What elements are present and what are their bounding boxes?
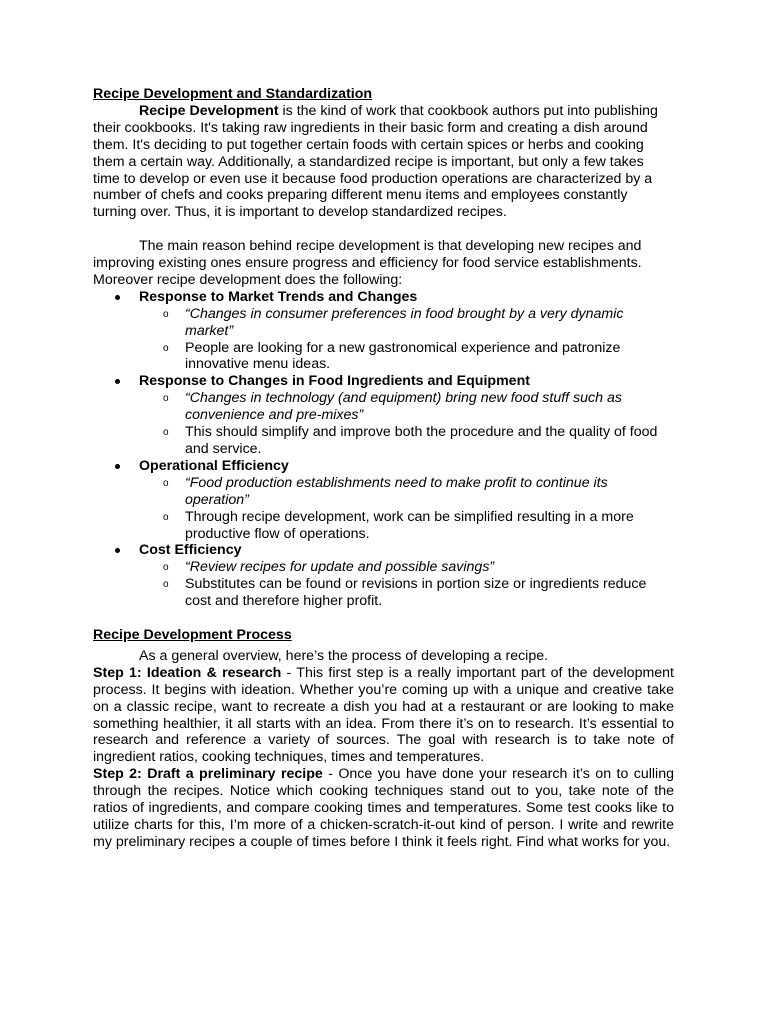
- sub-list-item: o People are looking for a new gastronomical experience and patronize innovative menu ideas.: [163, 339, 621, 373]
- list-item-title: Response to Changes in Food Ingredients and Equipment: [139, 373, 530, 390]
- sub-list: [139, 559, 674, 610]
- step-paragraph: [93, 766, 674, 851]
- list-item: [93, 289, 674, 374]
- list-item: [93, 542, 674, 610]
- sub-list: [139, 475, 674, 543]
- benefits-list: [93, 289, 674, 610]
- list-item-title: Operational Efficiency: [139, 457, 289, 474]
- list-item: [93, 458, 674, 543]
- overview-paragraph: As a general overview, here’s the process of developing a recipe.: [139, 647, 549, 664]
- sub-list-item: o “Review recipes for update and possible savings”: [163, 559, 495, 576]
- section-heading-recipe-development: Recipe Development and Standardization: [93, 86, 373, 102]
- list-item-title: Response to Market Trends and Changes: [139, 288, 418, 305]
- sub-list: [139, 390, 674, 458]
- sub-list-item: o This should simplify and improve both the procedure and the quality of food and service.: [163, 424, 658, 458]
- list-item-title: Cost Efficiency: [139, 542, 242, 559]
- sub-list-item: o Through recipe development, work can be simplified resulting in a more productive flow of operations.: [163, 508, 634, 542]
- circle-bullet-icon: o: [163, 393, 169, 405]
- circle-bullet-icon: o: [163, 511, 169, 523]
- circle-bullet-icon: o: [163, 342, 169, 354]
- circle-bullet-icon: o: [163, 477, 169, 489]
- circle-bullet-icon: o: [163, 562, 169, 574]
- sub-list-item: o “Food production establishments need to make profit to continue its operation”: [163, 474, 608, 508]
- list-item: [93, 373, 674, 458]
- intro-lead-term: Recipe Development: [139, 102, 279, 119]
- paragraph-spacer: [93, 221, 674, 238]
- bullet-icon: [115, 464, 120, 469]
- bullet-icon: [115, 295, 120, 300]
- sub-list-item: o “Changes in consumer preferences in food brought by a very dynamic market”: [163, 305, 624, 339]
- step-label: Step 2: Draft a preliminary recipe: [93, 766, 323, 783]
- step-label: Step 1: Ideation & research: [93, 664, 282, 681]
- sub-list-item: o Substitutes can be found or revisions in portion size or ingredients reduce cost and therefore higher profit.: [163, 576, 647, 610]
- step-text: - This first step is a really important part of the development process. It begins with ideation. Whether you’re coming up with a unique and creative take on a classic recipe, want to recreate a dish you had at a restaurant or are looking to make something healthier, it all starts with an idea. From there it’s on to research. It’s essential to research and reference a variety of sources. The goal with research is to take note of ingredient ratios, cooking techniques, times and temperatures.: [93, 664, 674, 766]
- circle-bullet-icon: o: [163, 579, 169, 591]
- paragraph-spacer: [93, 610, 674, 627]
- circle-bullet-icon: o: [163, 308, 169, 320]
- bullet-icon: [115, 548, 120, 553]
- sub-list: [139, 306, 674, 374]
- sub-list-item: o “Changes in technology (and equipment) bring new food stuff such as convenience and pre-mixes”: [163, 390, 622, 424]
- section-heading-process: Recipe Development Process: [93, 626, 292, 643]
- step-text: - Once you have done your research it’s on to culling through the recipes. Notice which cooking techniques stand out to you, take note of the ratios of ingredients, and compare cooking times and temperatures. Some test cooks like to utilize charts for this, I’m more of a chicken-scratch-it-out kind of person. I write and rewrite my preliminary recipes a couple of times before I think it feels right. Find what works for you.: [93, 766, 674, 850]
- intro-text: is the kind of work that cookbook authors put into publishing their cookbooks. It's taking raw ingredients in their basic form and creating a dish around them. It's deciding to put together certain foods with certain spices or herbs and cooking them a certain way. Additionally, a standardized recipe is important, but only a few takes time to develop or even use it because food production operations are characterized by a number of chefs and cooks preparing different menu items and employees constantly turning over. Thus, it is important to develop standardized recipes.: [93, 102, 658, 221]
- step-paragraph: [93, 665, 674, 766]
- reason-paragraph: The main reason behind recipe development is that developing new recipes and improving existing ones ensure progress and efficiency for food service establishments. Moreover recipe development does the following:: [93, 238, 642, 288]
- circle-bullet-icon: o: [163, 427, 169, 439]
- intro-paragraph: [93, 103, 674, 221]
- bullet-icon: [115, 379, 120, 384]
